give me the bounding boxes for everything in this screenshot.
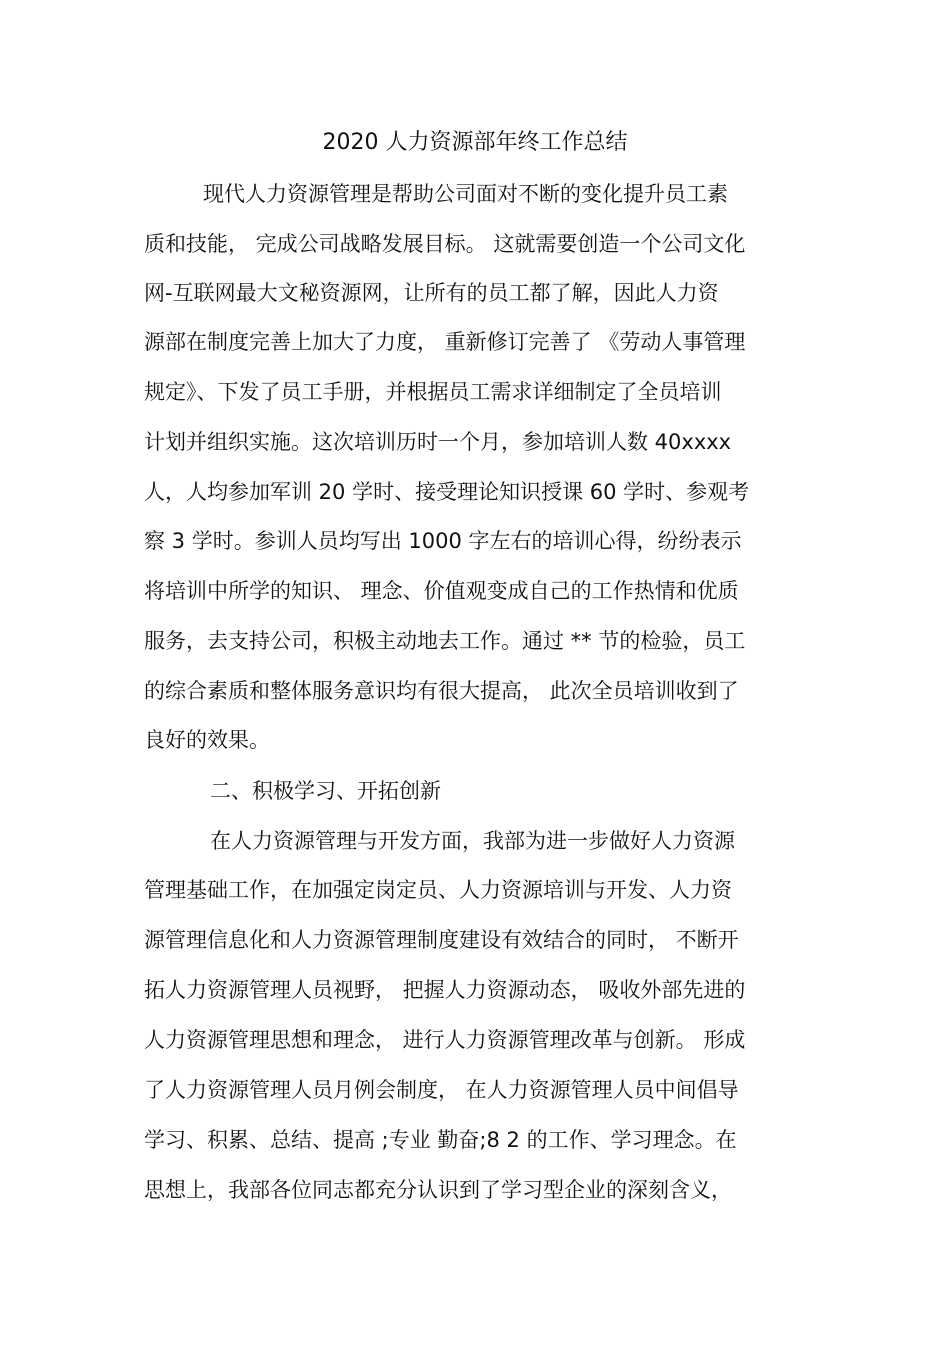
paragraph-line: 的综合素质和整体服务意识均有很大提高， 此次全员培训收到了 xyxy=(144,679,739,703)
paragraph-line: 管理基础工作，在加强定岗定员、人力资源培训与开发、人力资 xyxy=(144,878,732,902)
paragraph-line: 源部在制度完善上加大了力度， 重新修订完善了 《劳动人事管理 xyxy=(144,330,746,354)
paragraph-line: 良好的效果。 xyxy=(144,728,270,752)
paragraph-line: 人，人均参加军训 20 学时、接受理论知识授课 60 学时、参观考 xyxy=(144,480,750,504)
paragraph-line: 网-互联网最大文秘资源网，让所有的员工都了解，因此人力资 xyxy=(144,281,719,305)
paragraph-line: 在人力资源管理与开发方面，我部为进一步做好人力资源 xyxy=(210,829,735,853)
paragraph-line: 人力资源管理思想和理念， 进行人力资源管理改革与创新。 形成 xyxy=(144,1028,746,1052)
paragraph-line: 源管理信息化和人力资源管理制度建设有效结合的同时， 不断开 xyxy=(144,928,739,952)
paragraph-line: 拓人力资源管理人员视野， 把握人力资源动态， 吸收外部先进的 xyxy=(144,978,746,1002)
paragraph-line: 现代人力资源管理是帮助公司面对不断的变化提升员工素 xyxy=(203,182,728,206)
paragraph-line: 将培训中所学的知识、 理念、价值观变成自己的工作热情和优质 xyxy=(144,579,739,603)
document-title: 2020 人力资源部年终工作总结 xyxy=(322,130,628,155)
paragraph-line: 思想上，我部各位同志都充分认识到了学习型企业的深刻含义， xyxy=(144,1178,732,1202)
paragraph-line: 规定》、下发了员工手册，并根据员工需求详细制定了全员培训 xyxy=(144,380,722,404)
paragraph-line: 了人力资源管理人员月例会制度， 在人力资源管理人员中间倡导 xyxy=(144,1078,739,1102)
paragraph-line: 学习、积累、总结、提高 ;专业 勤奋;8 2 的工作、学习理念。在 xyxy=(144,1128,737,1152)
section-heading: 二、积极学习、开拓创新 xyxy=(210,779,441,803)
paragraph-line: 计划并组织实施。这次培训历时一个月，参加培训人数 40xxxx xyxy=(144,430,732,454)
paragraph-line: 质和技能， 完成公司战略发展目标。 这就需要创造一个公司文化 xyxy=(144,232,746,256)
paragraph-line: 察 3 学时。参训人员均写出 1000 字左右的培训心得，纷纷表示 xyxy=(144,529,742,553)
paragraph-line: 服务，去支持公司，积极主动地去工作。通过 ** 节的检验，员工 xyxy=(144,629,746,653)
